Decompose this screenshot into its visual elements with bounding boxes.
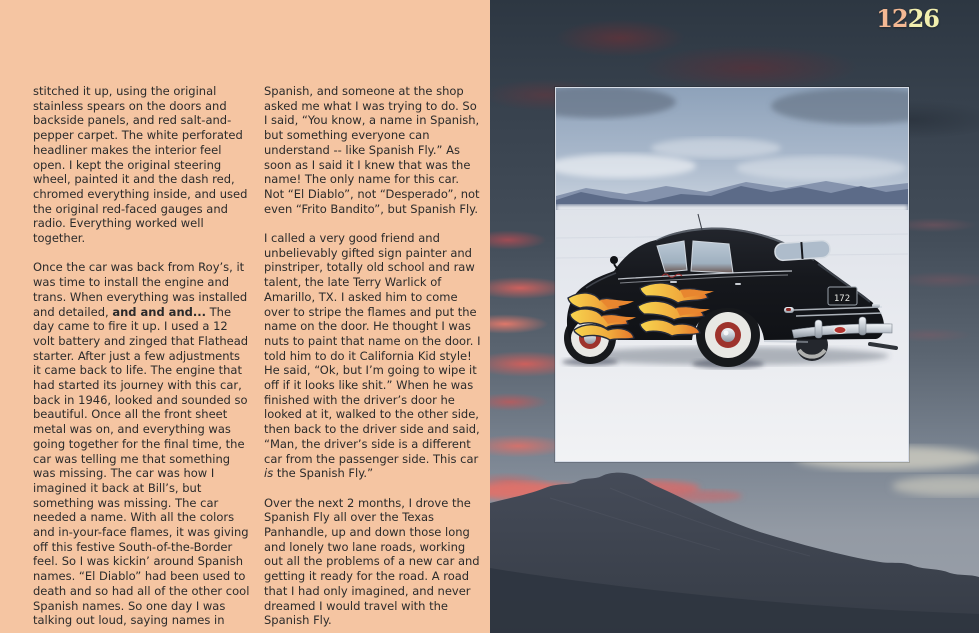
spotlight: [610, 256, 618, 264]
right-page-photo: [490, 0, 979, 633]
tail-light-right: [872, 303, 880, 308]
tail-light-lens: [786, 308, 791, 311]
text-segment: and and and...: [112, 304, 206, 319]
license-plate: [828, 287, 857, 305]
text-segment: the Spanish Fly.”: [273, 466, 374, 481]
paragraph: [264, 496, 482, 628]
white-cloud: [736, 156, 906, 180]
inset-photo-hot-rod: [555, 87, 909, 462]
text-column-1: [33, 84, 251, 633]
white-cloud: [651, 138, 781, 158]
text-column-2: [264, 84, 482, 633]
page-number-part: 12: [876, 4, 908, 33]
door-handle: [735, 283, 741, 285]
page-number-part: 26: [907, 4, 939, 33]
paragraph: [264, 84, 482, 216]
paragraph: [264, 231, 482, 481]
text-segment: Once the car was back from Roy’s, it was time to install the engine and trans. When everything was installed and detailed,: [33, 260, 248, 319]
text-segment: The day came to fire it up. I used a 12 volt battery and zinged that Flathead starter. After just a few adjustments it came back to life. The engine that had started its journey with this car, back in 1946, looked and sounded so beautiful. Once all the front sheet metal was on, and everything was going together for the final time, the car was telling me that something was missing. The car was how I imagined it back at Bill’s, but something was missing. The car needed a name. With all the colors and in-your-face flames, it was giving off this festive South-of-the-Border feel. So I was kickin’ around Spanish names. “El Diablo” had been used to death and so had all of the other cool Spanish names. So one day I was talking out loud, saying names in: [33, 304, 250, 628]
rear-window: [774, 240, 830, 261]
page-number: [876, 6, 939, 32]
side-windows: [657, 241, 733, 273]
paragraph: [33, 260, 251, 628]
text-segment: I called a very good friend and unbelievably gifted sign painter and pinstriper, totally old school and raw talent, the late Terry Warlick of Amarillo, TX. I asked him to come over to stripe the flames and put the name on the door. He thought I was nuts to paint that name on the door. I told him to do it California Kid style! He said, “Ok, but I’m going to wipe it off if it looks like shit.” When he was finished with the driver’s door he looked at it, walked to the other side, then back to the driver side and said, “Man, the driver’s side is a different car from the passenger side. This car: [264, 231, 481, 466]
rocker-trim: [764, 341, 808, 342]
hot-rod-illustration: [556, 88, 908, 461]
paragraph: [33, 84, 251, 246]
cream-cloud: [892, 476, 979, 496]
text-segment: stitched it up, using the original stainless spears on the doors and backside panels, and red salt-and-pepper carpet. The white perforated headliner makes the interior feel open. I kept the original steering wheel, painted it and the dash red, chromed everything inside, and used the original red-faced gauges and radio. Everything worked well together.: [33, 84, 248, 246]
text-segment: is: [264, 466, 274, 481]
text-segment: Spanish, and someone at the shop asked me what I was trying to do. So I said, “You know, a name in Spanish, but something everyone can understand -- like Spanish Fly.” As soon as I said it I knew that was the name! The only name for this car. Not “El Diablo”, not “Desperado”, not even “Frito Bandito”, but Spanish Fly.: [264, 84, 480, 216]
text-segment: Over the next 2 months, I drove the Spanish Fly all over the Texas Panhandle, up and down those long and lonely two lane roads, working out all the problems of a new car and getting it ready for the road. A road that I had only imagined, and never dreamed I would travel with the Spanish Fly.: [264, 495, 480, 628]
door-handle: [670, 281, 677, 283]
svg-text:172: 172: [833, 294, 851, 304]
